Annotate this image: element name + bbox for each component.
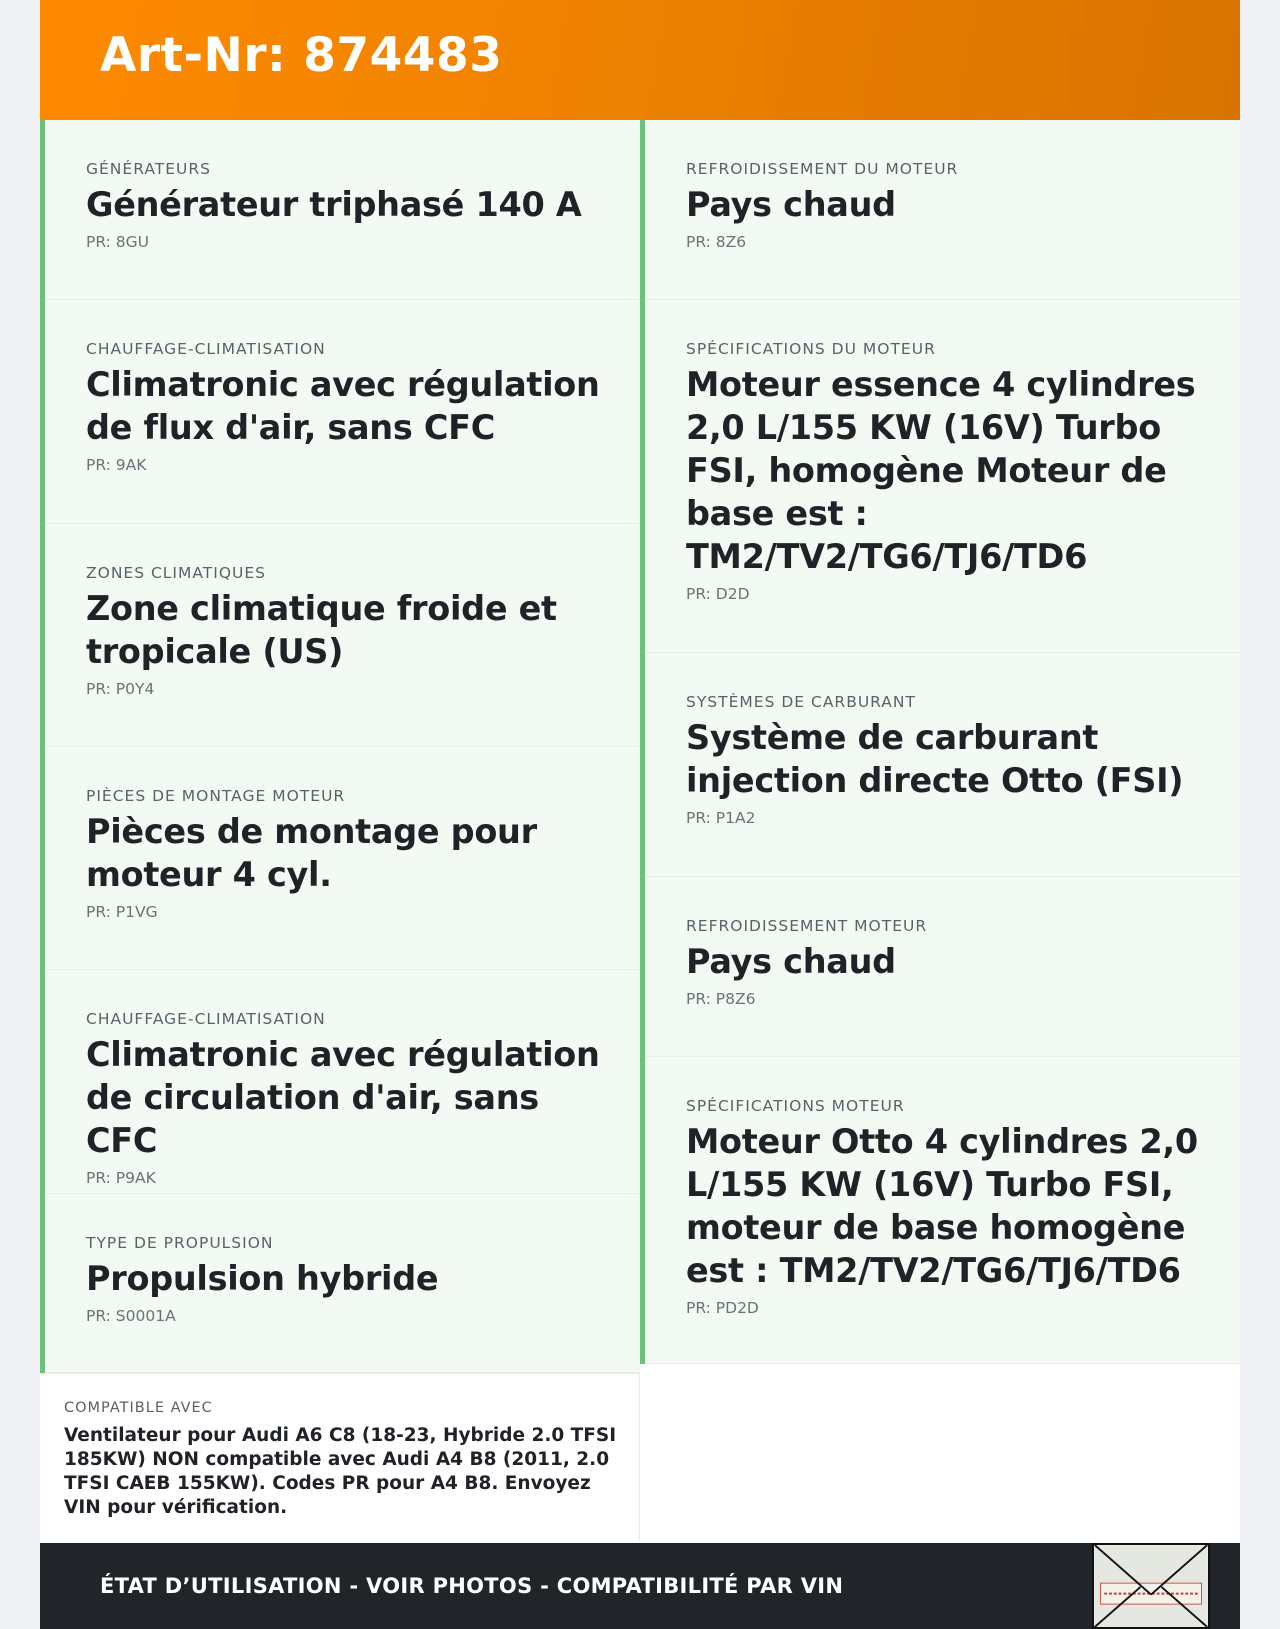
spec-category: SPÉCIFICATIONS DU MOTEUR xyxy=(686,340,936,358)
spec-item xyxy=(45,1194,640,1373)
spec-category: GÉNÉRATEURS xyxy=(86,160,211,178)
article-number-title: Art-Nr: 874483 xyxy=(100,27,503,83)
spec-item xyxy=(645,877,1240,1057)
spec-item xyxy=(45,120,640,300)
spec-value: Pays chaud xyxy=(686,185,896,224)
spec-pr-code: PR: 9AK xyxy=(86,456,147,474)
spec-category: REFROIDISSEMENT MOTEUR xyxy=(686,917,928,935)
header-bar xyxy=(40,0,1240,120)
spec-pr-code: PR: S0001A xyxy=(86,1307,176,1325)
left-column xyxy=(40,120,640,1541)
product-sheet xyxy=(40,0,1240,1629)
spec-value: Générateur triphasé 140 A xyxy=(86,185,582,224)
spec-item xyxy=(45,300,640,524)
spec-value: Propulsion hybride xyxy=(86,1259,439,1298)
right-column xyxy=(640,120,1240,1541)
spec-category: CHAUFFAGE-CLIMATISATION xyxy=(86,1010,326,1028)
footer-bar xyxy=(40,1543,1240,1629)
spec-category: CHAUFFAGE-CLIMATISATION xyxy=(86,340,326,358)
spec-value: Pièces de montage pour moteur 4 cyl. xyxy=(86,812,537,894)
spec-value: Système de carburant injection directe Otto (FSI) xyxy=(686,718,1184,800)
spec-pr-code: PR: P0Y4 xyxy=(86,680,155,698)
thumbnail-envelope-icon xyxy=(1094,1545,1208,1627)
spec-item xyxy=(645,653,1240,877)
spec-pr-code: PR: P9AK xyxy=(86,1169,156,1187)
spec-value: Pays chaud xyxy=(686,942,896,981)
spec-item xyxy=(45,524,640,747)
spec-value: Moteur Otto 4 cylindres 2,0 L/155 KW (16V) Turbo FSI, moteur de base homogène est : TM2/TV2/TG6/TJ6/TD6 xyxy=(686,1122,1198,1290)
spec-category: SYSTÈMES DE CARBURANT xyxy=(686,693,916,711)
left-spec-list xyxy=(40,120,640,1373)
spec-columns xyxy=(40,120,1240,1541)
spec-pr-code: PR: 8Z6 xyxy=(686,233,747,251)
spec-item xyxy=(45,970,640,1194)
spec-item xyxy=(645,1057,1240,1364)
compat-label: COMPATIBLE AVEC xyxy=(64,1400,213,1416)
footer-text: ÉTAT D’UTILISATION - VOIR PHOTOS - COMPATIBILITÉ PAR VIN xyxy=(100,1574,844,1598)
label-photo-thumbnail-icon[interactable] xyxy=(1092,1543,1210,1629)
spec-category: REFROIDISSEMENT DU MOTEUR xyxy=(686,160,959,178)
spec-pr-code: PR: D2D xyxy=(686,585,750,603)
spec-value: Climatronic avec régulation de circulation d'air, sans CFC xyxy=(86,1035,600,1160)
spec-value: Zone climatique froide et tropicale (US) xyxy=(86,589,557,671)
spec-item xyxy=(45,747,640,970)
spec-pr-code: PR: P1VG xyxy=(86,903,158,921)
spec-category: PIÈCES DE MONTAGE MOTEUR xyxy=(86,787,346,805)
spec-item xyxy=(645,120,1240,300)
right-spec-list xyxy=(640,120,1240,1364)
compatibility-note xyxy=(40,1373,640,1541)
spec-value: Climatronic avec régulation de flux d'air, sans CFC xyxy=(86,365,600,447)
compat-text: Ventilateur pour Audi A6 C8 (18-23, Hybride 2.0 TFSI 185KW) NON compatible avec Audi A4 B8 (2011, 2.0 TFSI CAEB 155KW). Codes PR pour A4 B8. Envoyez VIN pour vérification. xyxy=(64,1425,617,1518)
spec-pr-code: PR: P8Z6 xyxy=(686,990,756,1008)
spec-pr-code: PR: 8GU xyxy=(86,233,150,251)
spec-item xyxy=(645,300,1240,653)
spec-category: TYPE DE PROPULSION xyxy=(86,1234,274,1252)
spec-pr-code: PR: PD2D xyxy=(686,1299,759,1317)
spec-category: SPÉCIFICATIONS MOTEUR xyxy=(686,1097,905,1115)
spec-category: ZONES CLIMATIQUES xyxy=(86,564,266,582)
spec-pr-code: PR: P1A2 xyxy=(686,809,756,827)
spec-value: Moteur essence 4 cylindres 2,0 L/155 KW (16V) Turbo FSI, homogène Moteur de base est : TM2/TV2/TG6/TJ6/TD6 xyxy=(686,365,1196,576)
